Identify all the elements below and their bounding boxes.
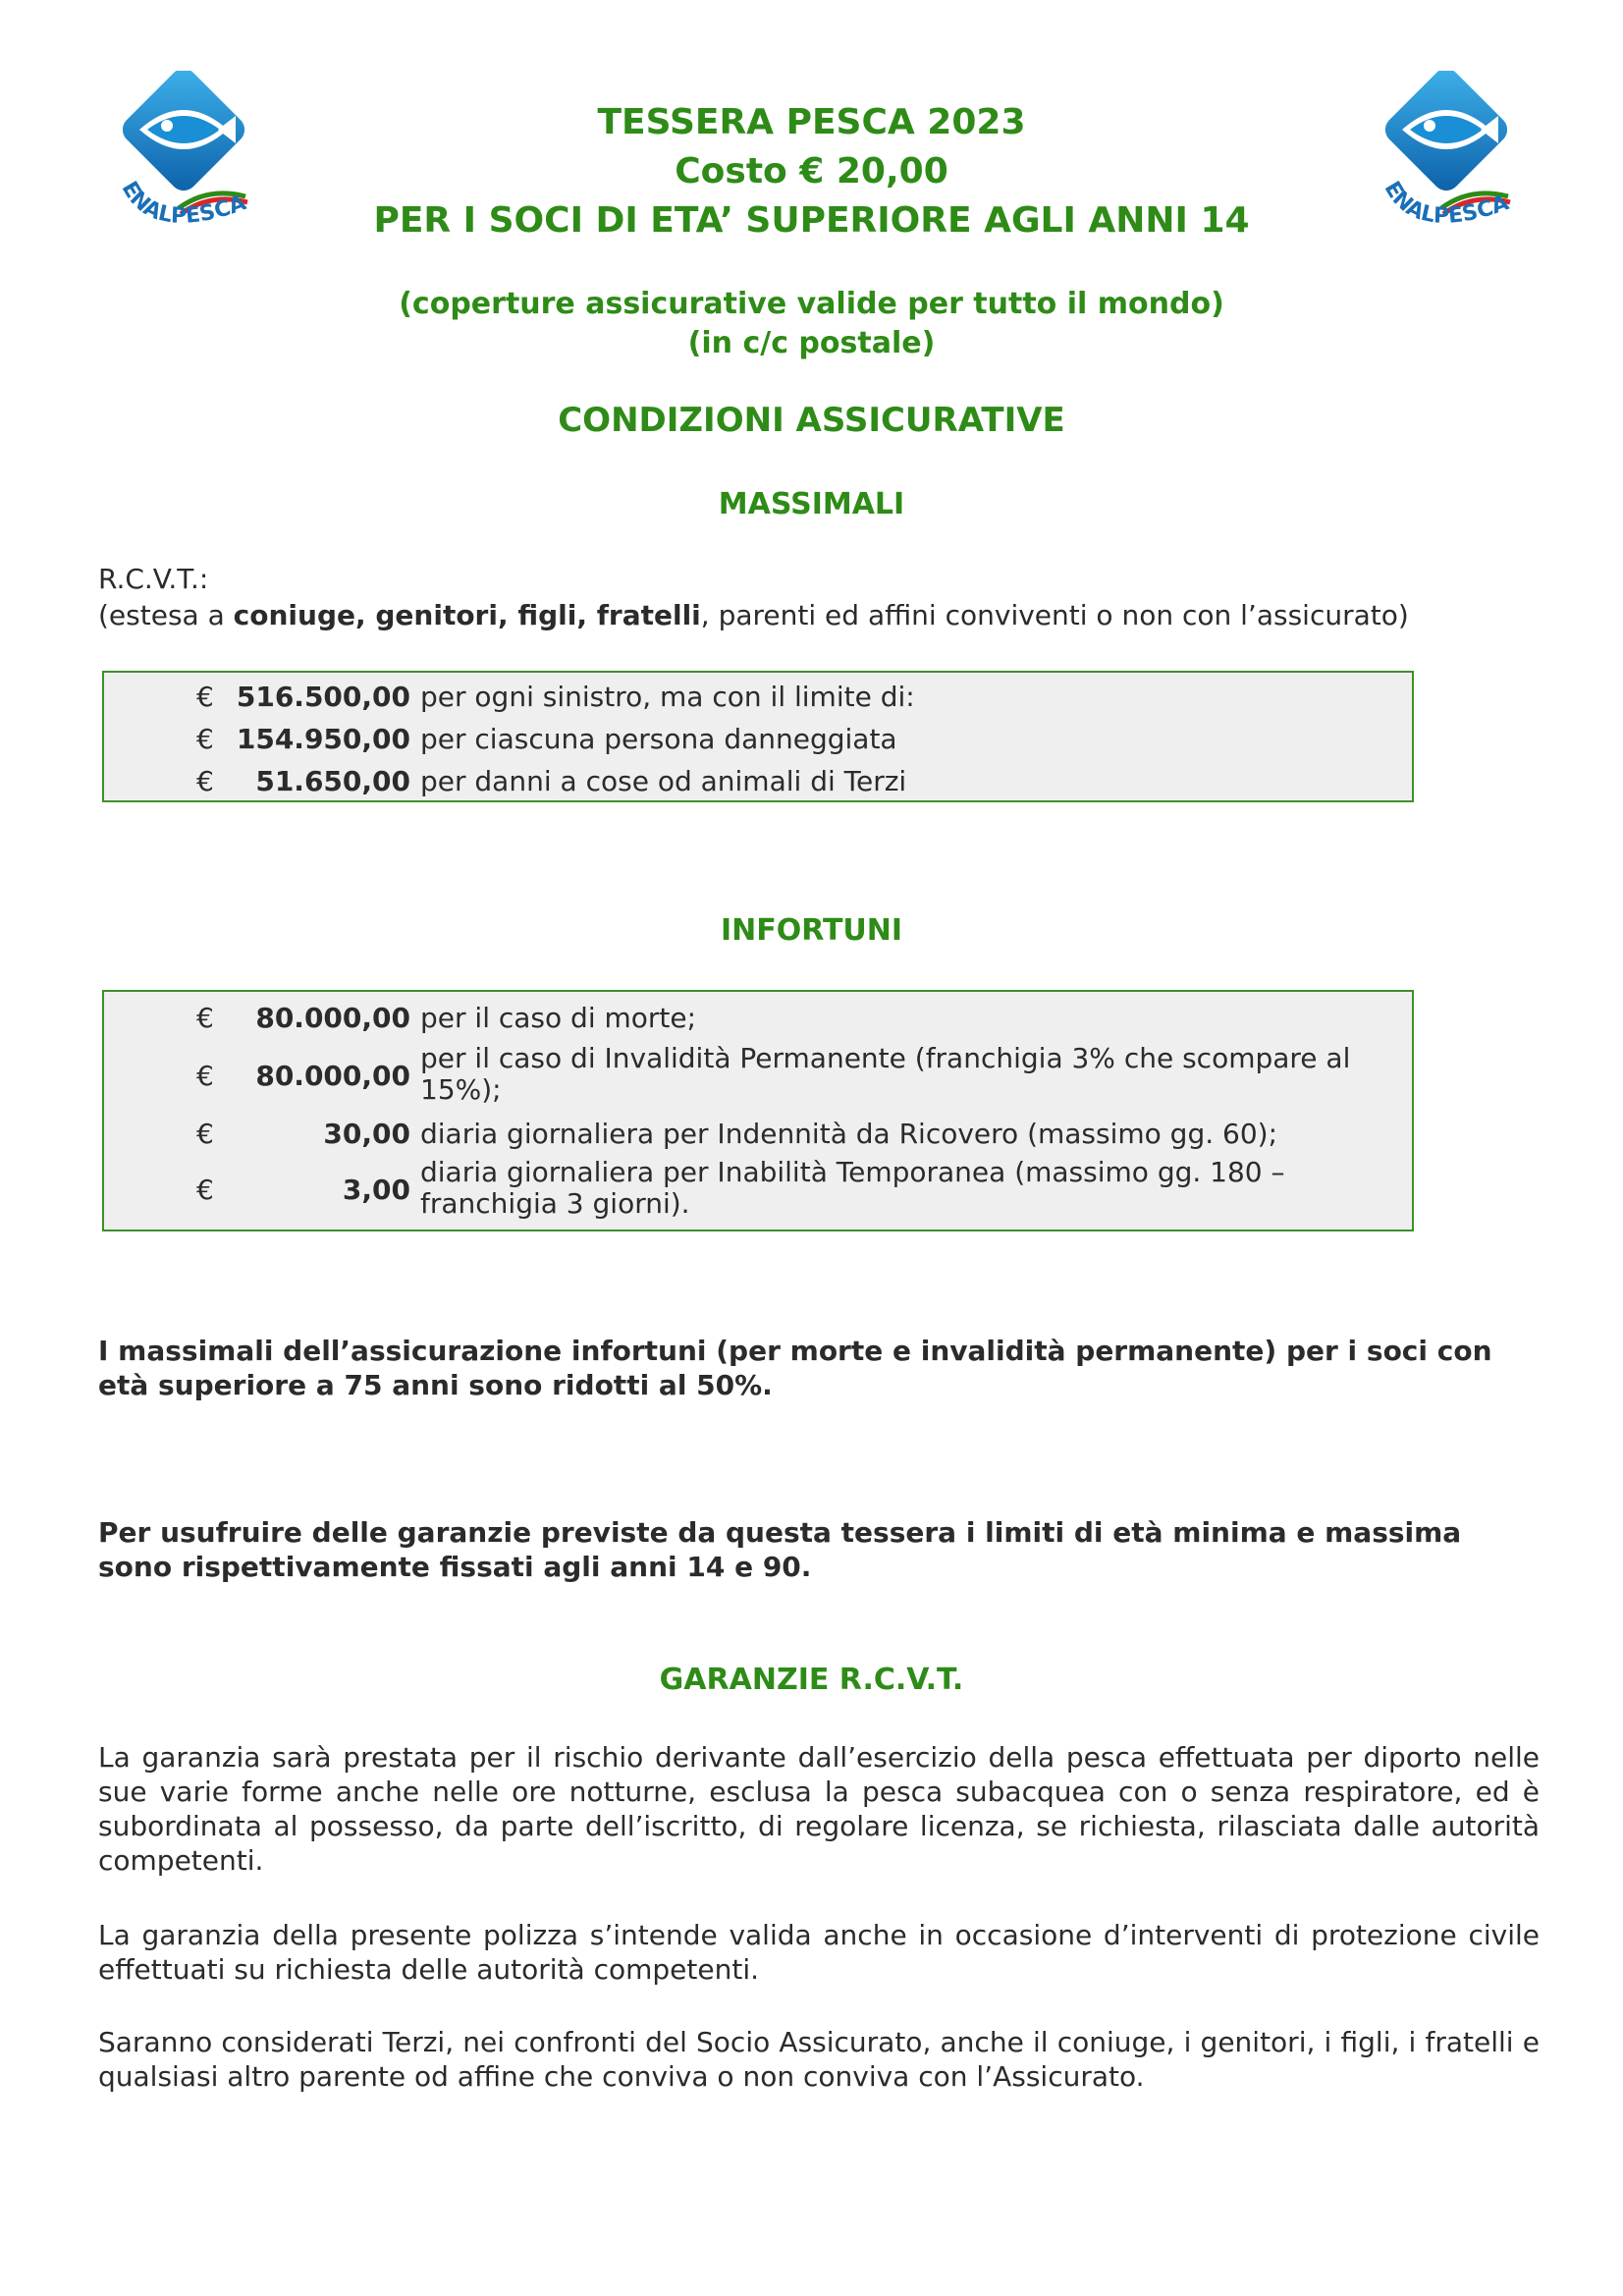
massimali-heading: MASSIMALI <box>718 487 905 521</box>
garanzie-heading: GARANZIE R.C.V.T. <box>659 1663 964 1697</box>
garanzie-paragraph: La garanzia sarà prestata per il rischio derivante dall’esercizio della pesca effettuata per diporto nelle sue varie forme anche nelle ore notturne, esclusa la pesca subacquea con o senza respiratore, ed è subordinata al possesso, da parte dell’iscritto, di regolare licenza, se richiesta, rilasciata dalle autorità competenti. <box>98 1741 1540 1877</box>
description: per il caso di Invalidità Permanente (franchigia 3% che scompare al 15%); <box>420 1042 1351 1106</box>
amount: 30,00 <box>323 1118 410 1150</box>
currency-symbol: € <box>196 1118 214 1150</box>
description: diaria giornaliera per Inabilità Temporanea (massimo gg. 180 – franchigia 3 giorni). <box>420 1156 1285 1220</box>
conditions-heading: CONDIZIONI ASSICURATIVE <box>558 401 1065 440</box>
amount: 3,00 <box>342 1174 410 1206</box>
coverage-note <box>0 285 1623 363</box>
description: per il caso di morte; <box>420 1002 697 1034</box>
rcvt-label: R.C.V.T.: <box>98 563 209 595</box>
age-limits-note: Per usufruire delle garanzie previste da questa tessera i limiti di età minima e massima sono rispettivamente fissati agli anni 14 e 90. <box>98 1516 1462 1583</box>
title-line-2: Costo € 20,00 <box>675 151 948 191</box>
garanzie-paragraph: La garanzia della presente polizza s’intende valida anche in occasione d’interventi di protezione civile effettuati su richiesta delle autorità competenti. <box>98 1919 1540 1986</box>
infortuni-row <box>104 1118 1412 1151</box>
coverage-line-2: (in c/c postale) <box>687 326 936 360</box>
svg-text:ENALPESCA: ENALPESCA <box>116 177 249 229</box>
rcvt-row <box>104 765 1412 798</box>
amount: 80.000,00 <box>255 1060 410 1092</box>
currency-symbol: € <box>196 1174 214 1206</box>
title-line-1: TESSERA PESCA 2023 <box>597 102 1026 142</box>
amount: 516.500,00 <box>236 681 410 713</box>
amount: 80.000,00 <box>255 1002 410 1034</box>
description: per danni a cose od animali di Terzi <box>420 765 907 797</box>
infortuni-heading: INFORTUNI <box>720 913 903 948</box>
currency-symbol: € <box>196 681 214 713</box>
amount: 154.950,00 <box>236 723 410 755</box>
infortuni-limits-box <box>102 990 1414 1231</box>
currency-symbol: € <box>196 723 214 755</box>
rcvt-extension: (estesa a coniuge, genitori, figli, fratelli, parenti ed affini conviventi o non con l’assicurato) <box>98 599 1409 631</box>
infortuni-row <box>104 1043 1412 1110</box>
document-title <box>0 98 1623 246</box>
infortuni-row <box>104 1157 1412 1224</box>
infortuni-row <box>104 1002 1412 1035</box>
currency-symbol: € <box>196 1060 214 1092</box>
currency-symbol: € <box>196 1002 214 1034</box>
description: per ciascuna persona danneggiata <box>420 723 897 755</box>
age-reduction-note: I massimali dell’assicurazione infortuni (per morte e invalidità permanente) per i soci con età superiore a 75 anni sono ridotti al 50%. <box>98 1335 1492 1401</box>
amount: 51.650,00 <box>255 765 410 797</box>
description: per ogni sinistro, ma con il limite di: <box>420 681 915 713</box>
title-line-3: PER I SOCI DI ETA’ SUPERIORE AGLI ANNI 14 <box>373 200 1250 241</box>
coverage-line-1: (coperture assicurative valide per tutto il mondo) <box>399 287 1224 321</box>
rcvt-row <box>104 681 1412 714</box>
rcvt-row <box>104 723 1412 756</box>
currency-symbol: € <box>196 765 214 797</box>
svg-text:ENALPESCA: ENALPESCA <box>1379 177 1512 229</box>
rcvt-limits-box <box>102 671 1414 802</box>
garanzie-paragraph: Saranno considerati Terzi, nei confronti del Socio Assicurato, anche il coniuge, i genitori, i figli, i fratelli e qualsiasi altro parente od affine che conviva o non conviva con l’Assicurato. <box>98 2026 1540 2093</box>
description: diaria giornaliera per Indennità da Ricovero (massimo gg. 60); <box>420 1118 1278 1150</box>
